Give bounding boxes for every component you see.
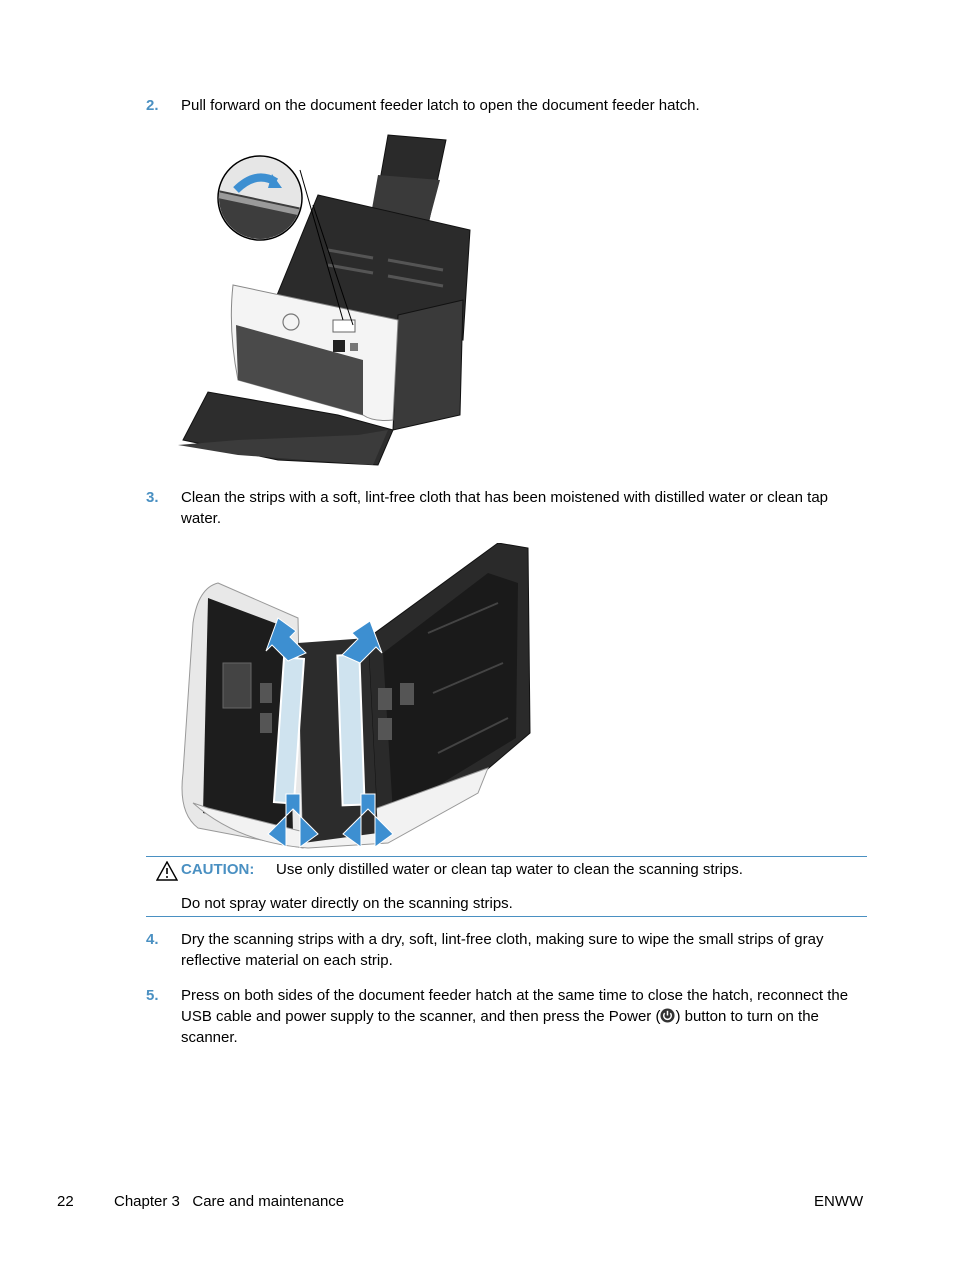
document-code: ENWW bbox=[814, 1193, 864, 1210]
caution-label: CAUTION: bbox=[181, 861, 255, 878]
caution-note: Do not spray water directly on the scanning strips. bbox=[181, 895, 513, 912]
step-number: 5. bbox=[146, 987, 159, 1004]
warning-triangle-icon bbox=[156, 861, 178, 881]
step-text: Pull forward on the document feeder latch to open the document feeder hatch. bbox=[181, 97, 700, 114]
step-text: Clean the strips with a soft, lint-free cloth that has been moistened with distilled water or clean tap water. bbox=[181, 489, 828, 527]
step-number: 4. bbox=[146, 931, 159, 948]
caution-box bbox=[146, 856, 867, 917]
step-text-before: Press on both sides of the document feeder hatch at the same time to close the hatch, reconnect the USB cable and power supply to the scanner, and then press the Power ( bbox=[181, 987, 849, 1025]
scanning-strips-illustration bbox=[178, 543, 533, 853]
step-text: Dry the scanning strips with a dry, soft, lint-free cloth, making sure to wipe the small strips of gray reflective material on each strip. bbox=[181, 931, 824, 969]
scanner-open-hatch-illustration bbox=[178, 130, 478, 470]
step-number: 3. bbox=[146, 489, 159, 506]
step-text bbox=[181, 985, 871, 1048]
caution-message: Use only distilled water or clean tap water to clean the scanning strips. bbox=[276, 861, 743, 878]
chapter-title: Chapter 3 Care and maintenance bbox=[114, 1193, 345, 1210]
power-icon bbox=[660, 1008, 675, 1023]
step-text-after: ) button to turn on the scanner. bbox=[181, 1008, 819, 1046]
step-number: 2. bbox=[146, 97, 159, 114]
page-number: 22 bbox=[57, 1193, 74, 1210]
